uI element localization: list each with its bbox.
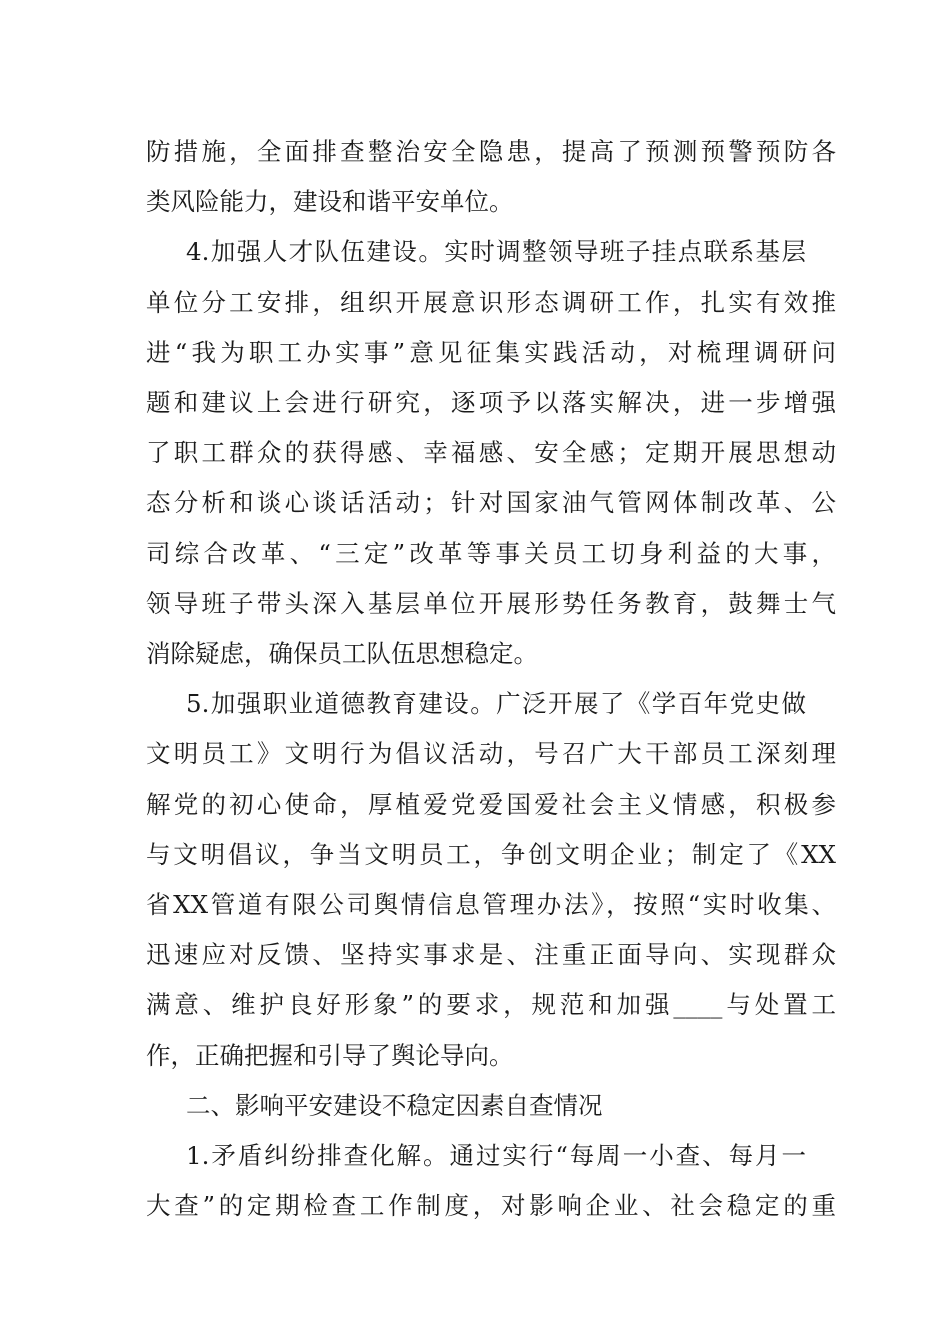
text-line-9: 司综合改革、“三定”改革等事关员工切身利益的大事， xyxy=(146,539,836,568)
text-line-14: 解党的初心使命，厚植爱党爱国爱社会主义情感，积极参 xyxy=(146,790,836,819)
text-line-18: 满意、维护良好形象”的要求，规范和加强____与处置工 xyxy=(146,990,836,1019)
text-line-8: 态分析和谈心谈话活动；针对国家油气管网体制改革、公 xyxy=(146,488,836,517)
text-line-5: 进“我为职工办实事”意见征集实践活动，对梳理调研问 xyxy=(146,338,836,367)
text-line-15: 与文明倡议，争当文明员工，争创文明企业；制定了《XX xyxy=(146,840,836,869)
text-line-22: 大查”的定期检查工作制度，对影响企业、社会稳定的重 xyxy=(146,1191,836,1220)
paragraph-heading-1: 1.矛盾纠纷排查化解。通过实行“每周一小查、每月一 xyxy=(186,1141,806,1170)
text-line-19: 作，正确把握和引导了舆论导向。 xyxy=(146,1041,514,1070)
text-line-7: 了职工群众的获得感、幸福感、安全感；定期开展思想动 xyxy=(146,438,836,467)
text-line-10: 领导班子带头深入基层单位开展形势任务教育，鼓舞士气 xyxy=(146,589,836,618)
text-line-1: 防措施，全面排查整治安全隐患，提高了预测预警预防各 xyxy=(146,137,836,166)
text-line-13: 文明员工》文明行为倡议活动，号召广大干部员工深刻理 xyxy=(146,739,836,768)
text-line-2: 类风险能力，建设和谐平安单位。 xyxy=(146,187,514,216)
text-line-17: 迅速应对反馈、坚持实事求是、注重正面导向、实现群众 xyxy=(146,940,836,969)
paragraph-heading-5: 5.加强职业道德教育建设。广泛开展了《学百年党史做 xyxy=(186,689,806,718)
paragraph-heading-4: 4.加强人才队伍建设。实时调整领导班子挂点联系基层 xyxy=(186,237,806,266)
section-heading-2: 二、影响平安建设不稳定因素自查情况 xyxy=(186,1091,603,1120)
text-line-16: 省XX管道有限公司舆情信息管理办法》，按照“实时收集、 xyxy=(146,890,836,919)
text-line-11: 消除疑虑，确保员工队伍思想稳定。 xyxy=(146,639,538,668)
text-line-6: 题和建议上会进行研究，逐项予以落实解决，进一步增强 xyxy=(146,388,836,417)
text-line-4: 单位分工安排，组织开展意识形态调研工作，扎实有效推 xyxy=(146,288,836,317)
